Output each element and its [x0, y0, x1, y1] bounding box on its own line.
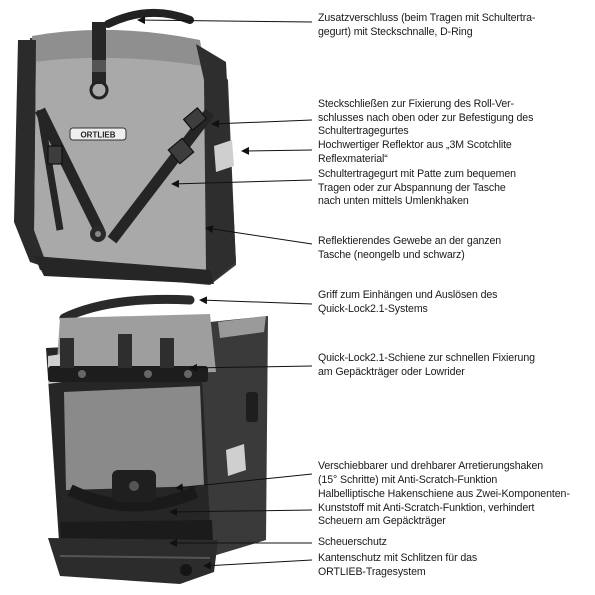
callout-line: Quick-Lock2.1-Systems [318, 302, 428, 315]
callout-reflector [318, 139, 590, 166]
callout-line: ORTLIEB-Tragesystem [318, 565, 426, 578]
callout-line: Steckschließen zur Fixierung des Roll-Ver- [318, 98, 514, 110]
callout-shoulder-strap [318, 168, 590, 209]
callout-line: (15° Schritte) mit Anti-Scratch-Funktion [318, 473, 498, 486]
callout-line: am Gepäckträger oder Lowrider [318, 365, 465, 378]
back-bag-image [46, 299, 268, 584]
callout-line: Quick-Lock2.1-Schiene zur schnellen Fixierung [318, 352, 535, 364]
front-bag-image [14, 13, 236, 285]
callout-line: Scheuerschutz [318, 536, 387, 548]
callout-line: Verschiebbarer und drehbarer Arretierungshaken [318, 460, 544, 472]
callout-line: nach unten mittels Umlenkhaken [318, 195, 469, 208]
brand-logo: ORTLIEB [80, 130, 116, 140]
callout-edge-protection [318, 552, 590, 579]
callout-locking-hook [318, 460, 590, 487]
callout-line: Schultertragegurt mit Patte zum bequemen [318, 168, 516, 180]
callout-line: Tasche (neongelb und schwarz) [318, 248, 465, 261]
callout-abrasion-protection [318, 536, 590, 550]
callout-reflective-fabric [318, 235, 590, 262]
callout-line: Kantenschutz mit Schlitzen für das [318, 552, 478, 564]
callout-line: schlusses nach oben oder zur Befestigung des [318, 111, 534, 124]
callout-hook-rail [318, 488, 590, 529]
callout-handle [318, 289, 590, 316]
callout-line: Tragen oder zur Abspannung der Tasche [318, 181, 506, 194]
callout-line: Reflektierendes Gewebe an der ganzen [318, 235, 502, 247]
callout-line: Hochwertiger Reflektor aus „3M Scotchlite [318, 139, 512, 151]
callout-quick-lock-rail [318, 352, 590, 379]
callout-buckles [318, 98, 590, 139]
callout-line: Zusatzverschluss (beim Tragen mit Schultertra- [318, 12, 536, 24]
callout-line: Halbelliptische Hakenschiene aus Zwei-Komponenten- [318, 488, 570, 500]
callout-line: Griff zum Einhängen und Auslösen des [318, 289, 498, 301]
callout-line: Reflexmaterial“ [318, 152, 388, 165]
callout-line: gegurt) mit Steckschnalle, D-Ring [318, 25, 473, 38]
callout-line: Schultertragegurtes [318, 125, 409, 138]
callout-line: Kunststoff mit Anti-Scratch-Funktion, verhindert [318, 501, 535, 514]
callout-additional-closure [318, 12, 590, 39]
callout-line: Scheuern am Gepäckträger [318, 515, 446, 528]
